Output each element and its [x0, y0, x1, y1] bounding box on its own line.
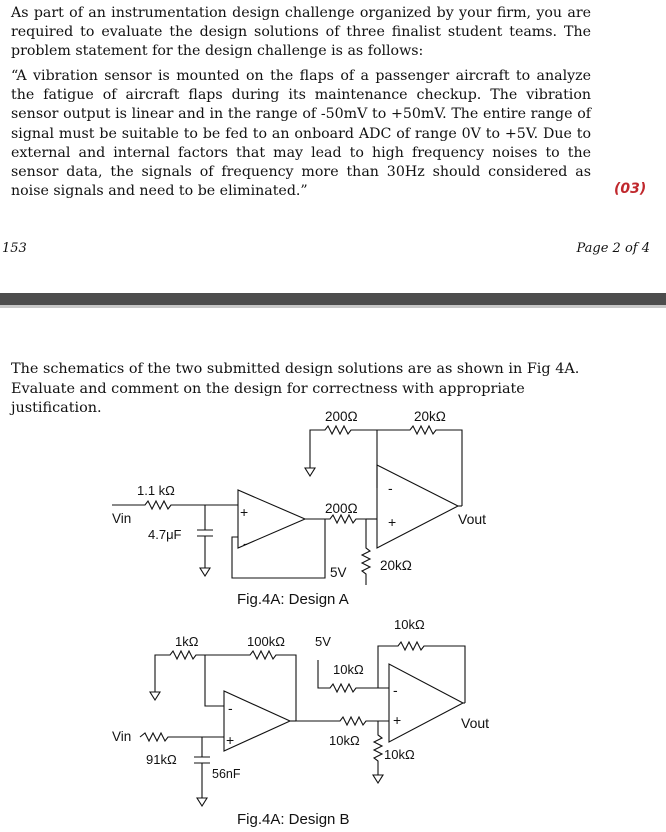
design-b-capacitor	[194, 737, 210, 798]
design-b-caption: Fig.4A: Design B	[237, 811, 350, 828]
design-b-r-series	[296, 717, 389, 725]
design-a-opamp1-minus: -	[243, 535, 248, 551]
design-a-opamp2-minus: -	[388, 480, 393, 496]
design-b-opamp1-plus: +	[226, 732, 235, 748]
design-b-opamp1-minus: -	[228, 700, 233, 716]
design-a-r-ref-label: 20kΩ	[380, 558, 412, 573]
design-a-r-input	[112, 501, 205, 509]
design-b-ground-ref	[373, 775, 383, 783]
design-b-opamp2-minus: -	[393, 682, 398, 698]
design-b-vout-label: Vout	[461, 715, 490, 731]
design-a-capacitor	[197, 505, 213, 568]
design-a-vin-label: Vin	[112, 511, 132, 526]
design-b-r-ref-ground	[374, 721, 382, 775]
design-b-r-feedback1-label: 100kΩ	[247, 634, 285, 649]
page-number: 153	[2, 241, 27, 256]
design-a-r-fb-ground-label: 200Ω	[325, 409, 358, 424]
problem-intro: As part of an instrumentation design challenge organized by your firm, you are required to evaluate the design solutions of three finalist student teams. The problem statement for the design challenge is as follows:	[11, 5, 591, 59]
design-b-r-fb2	[378, 642, 465, 703]
page-separator	[0, 293, 666, 305]
design-a-r-feedback-label: 20kΩ	[414, 409, 446, 424]
design-b-schematic	[112, 617, 489, 828]
page-separator-shadow	[0, 305, 666, 308]
design-b-ground-top	[150, 692, 160, 700]
design-b-r-feedback1	[205, 651, 296, 721]
design-b-r-mid-label: 10kΩ	[333, 662, 364, 677]
design-b-vin-label: Vin	[112, 729, 132, 744]
design-b-r-series-label: 10kΩ	[329, 733, 360, 748]
design-a-capacitor-label: 4.7μF	[148, 527, 182, 542]
question-text: The schematics of the two submitted design solutions are as shown in Fig 4A. Evaluate and comment on the design for correctness with appropriate justification.	[11, 361, 580, 416]
design-b-vref-label: 5V	[315, 634, 331, 649]
design-a-caption: Fig.4A: Design A	[237, 591, 349, 608]
design-b-r-input-label: 91kΩ	[146, 752, 177, 767]
design-b-ground-cap	[197, 798, 207, 806]
design-a-r-series-label: 200Ω	[325, 501, 358, 516]
page-of-label: Page 2 of 4	[576, 241, 650, 256]
design-b-r-ground	[155, 651, 224, 706]
design-a-r-ref	[362, 519, 370, 585]
design-b-r-input	[140, 733, 224, 741]
problem-statement: “A vibration sensor is mounted on the flaps of a passenger aircraft to analyze the fatigue of aircraft flaps during its maintenance checkup. The vibration sensor output is linear and in the range of -50mV to +50mV. The entire range of signal must be suitable to be fed to an onboard ADC of range 0V to +5V. Due to external and internal factors that may lead to high frequency noises to the sensor data, the signals of frequency more than 30Hz should considered as noise signals and need to be eliminated.”	[11, 68, 591, 200]
design-b-opamp2-plus: +	[393, 712, 402, 728]
design-a-opamp2-plus: +	[388, 514, 397, 530]
design-a-vref-label: 5V	[330, 565, 347, 580]
design-a-opamp1-plus: +	[240, 504, 249, 520]
design-b-r-fb2-label: 10kΩ	[394, 617, 425, 632]
design-a-r-feedback	[310, 426, 462, 506]
design-a-opamp-2	[377, 465, 458, 548]
design-a-schematic	[112, 409, 486, 608]
marks-label: (03)	[614, 181, 647, 197]
design-a-ground-top	[305, 468, 315, 476]
design-b-capacitor-label: 56nF	[212, 767, 241, 781]
design-b-r-ref-ground-label: 10kΩ	[384, 747, 415, 762]
circuit-schematics	[0, 400, 666, 832]
design-b-r-ground-label: 1kΩ	[175, 634, 199, 649]
design-a-ground-cap	[200, 568, 210, 576]
design-a-r-input-label: 1.1 kΩ	[137, 483, 175, 498]
design-a-vout-label: Vout	[458, 511, 487, 527]
design-b-opamp-2	[389, 664, 463, 742]
